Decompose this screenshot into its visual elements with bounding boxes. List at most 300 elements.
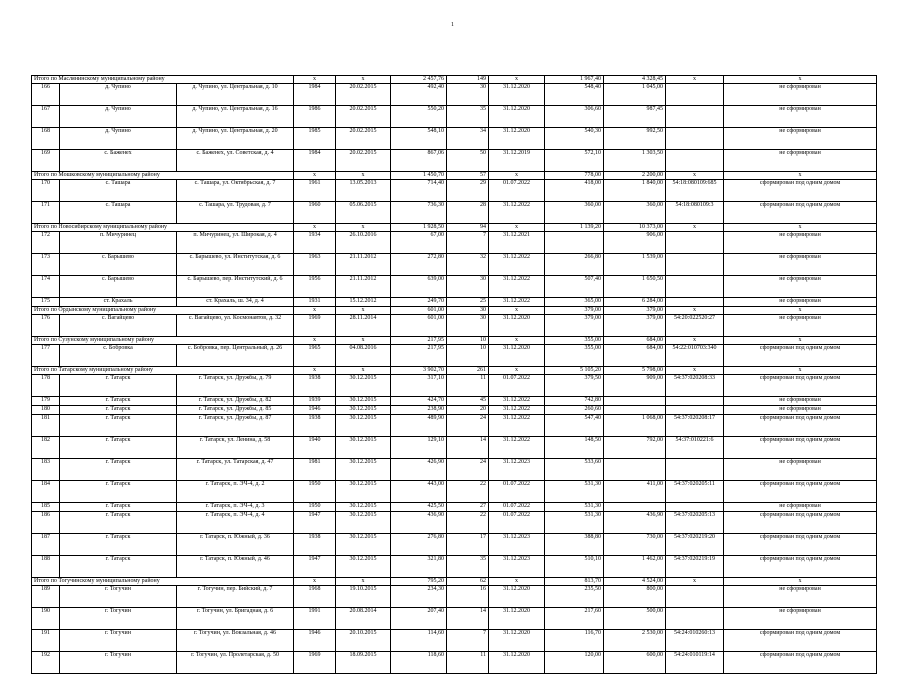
cell-date: 30.12.2015	[336, 556, 391, 578]
table-row	[32, 630, 877, 652]
cell-date: 04.08.2016	[336, 345, 391, 367]
cell-area-2: 742,80	[545, 397, 604, 406]
cell-area: 426,90	[391, 459, 447, 481]
cell-cadastral	[666, 106, 724, 128]
cell-c9: 5 105,20	[545, 367, 604, 375]
cell-area: 492,40	[391, 84, 447, 106]
cell-area-2: 379,00	[545, 315, 604, 337]
cell-residents: 29	[447, 180, 489, 202]
cell-deadline: 01.07.2022	[489, 512, 545, 534]
table-row	[32, 150, 877, 172]
housing-table	[31, 75, 877, 674]
cell-address: д. Чупино, ул. Центральная, д. 16	[177, 106, 294, 128]
cell-address: с. Вагайцево, ул. Космонавтов, д. 32	[177, 315, 294, 337]
subtotal-row	[32, 172, 877, 180]
cell-residents: 10	[447, 345, 489, 367]
cell-residents: 35	[447, 106, 489, 128]
cell-deadline: 31.12.2020	[489, 128, 545, 150]
cell-land-area: 500,00	[604, 608, 666, 630]
table-body	[32, 76, 877, 674]
subtotal-label: Итого по Сузунскому муниципальному району	[32, 337, 294, 345]
cell-c12: x	[724, 224, 877, 232]
cell-year: 1950	[294, 503, 336, 512]
cell-number: 179	[32, 397, 60, 406]
cell-land-area: 411,00	[604, 481, 666, 503]
cell-land-status: сформирован под одним домом	[724, 556, 877, 578]
table-row	[32, 345, 877, 367]
cell-address: ст. Крахаль, ш. 34, д. 4	[177, 298, 294, 307]
cell-land-status: не сформирован	[724, 298, 877, 307]
cell-residents: 17	[447, 534, 489, 556]
cell-number: 183	[32, 459, 60, 481]
cell-land-status: не сформирован	[724, 315, 877, 337]
cell-date: 21.11.2012	[336, 254, 391, 276]
cell-deadline: 31.12.2022	[489, 437, 545, 459]
cell-c7: 94	[447, 224, 489, 232]
cell-date: 30.12.2015	[336, 481, 391, 503]
cell-c7: 261	[447, 367, 489, 375]
cell-date: 30.12.2015	[336, 534, 391, 556]
cell-area-2: 355,00	[545, 345, 604, 367]
cell-year: 1991	[294, 608, 336, 630]
cell-land-status: не сформирован	[724, 608, 877, 630]
cell-c10: 2 200,00	[604, 172, 666, 180]
cell-residents: 50	[447, 150, 489, 172]
cell-residents: 7	[447, 232, 489, 254]
cell-area: 118,60	[391, 652, 447, 674]
cell-number: 169	[32, 150, 60, 172]
cell-land-status: не сформирован	[724, 84, 877, 106]
cell-number: 166	[32, 84, 60, 106]
cell-address: г. Татарск, п. ЭЧ-4, д. 4	[177, 512, 294, 534]
subtotal-label: Итого по Мошковскому муниципальному району	[32, 172, 294, 180]
cell-area: 114,60	[391, 630, 447, 652]
cell-land-area: 792,00	[604, 437, 666, 459]
cell-land-status: сформирован под одним домом	[724, 202, 877, 224]
cell-date: 26.10.2016	[336, 232, 391, 254]
cell-cadastral	[666, 84, 724, 106]
cell-c9: 813,70	[545, 578, 604, 586]
cell-area: 639,00	[391, 276, 447, 298]
page-number: 1	[451, 22, 454, 28]
cell-area: 321,80	[391, 556, 447, 578]
cell-number: 171	[32, 202, 60, 224]
cell-area-2: 418,00	[545, 180, 604, 202]
cell-address: д. Чупино, ул. Центральная, д. 10	[177, 84, 294, 106]
cell-c5: x	[336, 578, 391, 586]
subtotal-label: Итого по Тогучинскому муниципальному району	[32, 578, 294, 586]
cell-c4: x	[294, 367, 336, 375]
cell-land-area: 360,00	[604, 202, 666, 224]
cell-residents: 34	[447, 128, 489, 150]
cell-settlement: г. Татарск	[60, 375, 177, 397]
cell-residents: 35	[447, 556, 489, 578]
cell-settlement: д. Чупино	[60, 84, 177, 106]
cell-area-2: 116,70	[545, 630, 604, 652]
cell-deadline: 31.12.2022	[489, 415, 545, 437]
cell-year: 1938	[294, 415, 336, 437]
cell-settlement: п. Мичуринец	[60, 232, 177, 254]
cell-land-area: 684,00	[604, 345, 666, 367]
cell-area-2: 531,30	[545, 512, 604, 534]
cell-year: 1938	[294, 534, 336, 556]
cell-c4: x	[294, 172, 336, 180]
cell-land-status: не сформирован	[724, 276, 877, 298]
cell-date: 05.06.2015	[336, 202, 391, 224]
table-row	[32, 128, 877, 150]
cell-c9: 1 967,40	[545, 76, 604, 84]
table-row	[32, 481, 877, 503]
cell-residents: 22	[447, 481, 489, 503]
cell-deadline: 31.12.2022	[489, 298, 545, 307]
cell-settlement: с. Вагайцево	[60, 315, 177, 337]
cell-address: г. Тогучин, ул. Бригадная, д. 6	[177, 608, 294, 630]
cell-area-2: 120,00	[545, 652, 604, 674]
cell-area: 129,10	[391, 437, 447, 459]
cell-land-area: 1 840,00	[604, 180, 666, 202]
table-row	[32, 180, 877, 202]
cell-land-area: 1 045,00	[604, 84, 666, 106]
cell-c10: 10 373,00	[604, 224, 666, 232]
cell-area: 714,40	[391, 180, 447, 202]
cell-deadline: 31.12.2020	[489, 630, 545, 652]
cell-area-2: 510,10	[545, 556, 604, 578]
cell-area: 424,70	[391, 397, 447, 406]
cell-area-2: 507,40	[545, 276, 604, 298]
cell-land-status: сформирован под одним домом	[724, 512, 877, 534]
table-row	[32, 84, 877, 106]
cell-c8: x	[489, 224, 545, 232]
cell-settlement: г. Татарск	[60, 534, 177, 556]
cell-cadastral	[666, 128, 724, 150]
subtotal-row	[32, 337, 877, 345]
cell-c12: x	[724, 307, 877, 315]
cell-c11: x	[666, 172, 724, 180]
cell-area-2: 217,60	[545, 608, 604, 630]
cell-residents: 14	[447, 437, 489, 459]
cell-c10: 4 328,45	[604, 76, 666, 84]
cell-address: г. Татарск, ул. Дружбы, д. 85	[177, 406, 294, 415]
cell-area: 276,80	[391, 534, 447, 556]
cell-number: 187	[32, 534, 60, 556]
subtotal-row	[32, 578, 877, 586]
cell-date: 30.12.2015	[336, 459, 391, 481]
cell-land-status: сформирован под одним домом	[724, 415, 877, 437]
cell-cadastral: 54:37:020208:33	[666, 375, 724, 397]
cell-c11: x	[666, 337, 724, 345]
table-row	[32, 315, 877, 337]
cell-year: 1947	[294, 512, 336, 534]
cell-date: 20.02.2015	[336, 150, 391, 172]
table-row	[32, 254, 877, 276]
cell-date: 30.12.2015	[336, 375, 391, 397]
cell-c6: 2 457,76	[391, 76, 447, 84]
cell-year: 1963	[294, 254, 336, 276]
cell-settlement: с. Бобровка	[60, 345, 177, 367]
cell-c12: x	[724, 367, 877, 375]
cell-land-status: не сформирован	[724, 150, 877, 172]
cell-address: г. Татарск, ул. Дружбы, д. 79	[177, 375, 294, 397]
cell-year: 1939	[294, 397, 336, 406]
cell-year: 1934	[294, 232, 336, 254]
cell-date: 20.02.2015	[336, 128, 391, 150]
cell-c10: 4 524,00	[604, 578, 666, 586]
cell-land-area	[604, 503, 666, 512]
cell-residents: 30	[447, 276, 489, 298]
cell-number: 173	[32, 254, 60, 276]
cell-settlement: г. Татарск	[60, 459, 177, 481]
cell-cadastral: 54:37:020205:13	[666, 512, 724, 534]
cell-cadastral	[666, 503, 724, 512]
cell-address: г. Татарск, ул. Дружбы, д. 82	[177, 397, 294, 406]
cell-address: д. Чупино, ул. Центральная, д. 20	[177, 128, 294, 150]
cell-address: г. Татарск, ул. Ленина, д. 58	[177, 437, 294, 459]
cell-area-2: 531,30	[545, 503, 604, 512]
cell-cadastral	[666, 608, 724, 630]
cell-land-area: 1 650,50	[604, 276, 666, 298]
cell-area-2: 266,80	[545, 254, 604, 276]
subtotal-row	[32, 307, 877, 315]
cell-deadline: 31.12.2019	[489, 150, 545, 172]
cell-number: 175	[32, 298, 60, 307]
cell-area: 601,00	[391, 315, 447, 337]
subtotal-label: Итого по Татарскому муниципальному району	[32, 367, 294, 375]
cell-land-status: не сформирован	[724, 397, 877, 406]
cell-year: 1985	[294, 128, 336, 150]
cell-land-area: 906,00	[604, 232, 666, 254]
cell-land-area	[604, 459, 666, 481]
table-row	[32, 586, 877, 608]
cell-c8: x	[489, 307, 545, 315]
table-row	[32, 608, 877, 630]
cell-c6: 1 928,50	[391, 224, 447, 232]
cell-deadline: 31.12.2022	[489, 397, 545, 406]
table-row	[32, 298, 877, 307]
cell-address: г. Татарск, ул. Татарская, д. 47	[177, 459, 294, 481]
cell-land-status: не сформирован	[724, 586, 877, 608]
subtotal-label: Итого по Ордынскому муниципальному району	[32, 307, 294, 315]
cell-residents: 27	[447, 503, 489, 512]
table-row	[32, 556, 877, 578]
cell-deadline: 01.07.2022	[489, 481, 545, 503]
cell-cadastral	[666, 150, 724, 172]
cell-land-area: 800,00	[604, 586, 666, 608]
table-row	[32, 375, 877, 397]
subtotal-label: Итого по Новосибирскому муниципальному району	[32, 224, 294, 232]
cell-number: 180	[32, 406, 60, 415]
cell-number: 176	[32, 315, 60, 337]
cell-cadastral	[666, 406, 724, 415]
cell-settlement: ст. Крахаль	[60, 298, 177, 307]
cell-c8: x	[489, 578, 545, 586]
cell-deadline: 31.12.2020	[489, 106, 545, 128]
cell-cadastral: 54:20:022520:27	[666, 315, 724, 337]
cell-address: г. Татарск, ул. Дружбы, д. 87	[177, 415, 294, 437]
cell-number: 167	[32, 106, 60, 128]
cell-area-2: 388,80	[545, 534, 604, 556]
cell-c6: 217,95	[391, 337, 447, 345]
cell-land-status: сформирован под одним домом	[724, 652, 877, 674]
cell-area-2: 533,60	[545, 459, 604, 481]
cell-date: 20.08.2014	[336, 608, 391, 630]
cell-deadline: 31.12.2021	[489, 232, 545, 254]
cell-number: 191	[32, 630, 60, 652]
cell-address: г. Татарск, п. ЭЧ-4, д. 3	[177, 503, 294, 512]
cell-land-area: 1 539,00	[604, 254, 666, 276]
cell-address: с. Барышево, пер. Институтский, д. 6	[177, 276, 294, 298]
cell-area: 317,10	[391, 375, 447, 397]
cell-area-2: 306,60	[545, 106, 604, 128]
cell-cadastral	[666, 232, 724, 254]
cell-year: 1960	[294, 202, 336, 224]
cell-deadline: 31.12.2020	[489, 84, 545, 106]
cell-deadline: 31.12.2022	[489, 276, 545, 298]
cell-residents: 30	[447, 315, 489, 337]
cell-c12: x	[724, 172, 877, 180]
cell-c5: x	[336, 76, 391, 84]
cell-cadastral: 54:18:080109:685	[666, 180, 724, 202]
cell-area: 489,90	[391, 415, 447, 437]
cell-cadastral: 54:22:010703:340	[666, 345, 724, 367]
cell-residents: 25	[447, 298, 489, 307]
cell-c9: 778,00	[545, 172, 604, 180]
subtotal-row	[32, 224, 877, 232]
cell-date: 28.11.2014	[336, 315, 391, 337]
cell-land-area: 1 303,50	[604, 150, 666, 172]
cell-date: 30.12.2015	[336, 512, 391, 534]
cell-area-2: 235,50	[545, 586, 604, 608]
cell-c8: x	[489, 367, 545, 375]
cell-year: 1969	[294, 315, 336, 337]
cell-year: 1956	[294, 276, 336, 298]
cell-c12: x	[724, 76, 877, 84]
cell-area-2: 360,00	[545, 202, 604, 224]
cell-number: 177	[32, 345, 60, 367]
cell-deadline: 31.12.2022	[489, 202, 545, 224]
cell-deadline: 31.12.2020	[489, 608, 545, 630]
cell-area-2: 260,60	[545, 406, 604, 415]
cell-area: 736,30	[391, 202, 447, 224]
cell-cadastral: 54:37:020208:17	[666, 415, 724, 437]
cell-year: 1961	[294, 180, 336, 202]
cell-cadastral: 54:37:020219:19	[666, 556, 724, 578]
cell-year: 1947	[294, 556, 336, 578]
cell-settlement: с. Барышево	[60, 276, 177, 298]
cell-cadastral: 54:37:010221:6	[666, 437, 724, 459]
cell-settlement: г. Татарск	[60, 415, 177, 437]
cell-number: 178	[32, 375, 60, 397]
cell-date: 15.12.2012	[336, 298, 391, 307]
cell-c6: 1 450,70	[391, 172, 447, 180]
cell-settlement: г. Татарск	[60, 556, 177, 578]
cell-c5: x	[336, 337, 391, 345]
cell-number: 190	[32, 608, 60, 630]
subtotal-label: Итого по Маслянинскому муниципальному району	[32, 76, 294, 84]
cell-area: 272,80	[391, 254, 447, 276]
cell-c5: x	[336, 172, 391, 180]
cell-land-area: 730,00	[604, 534, 666, 556]
cell-land-status: сформирован под одним домом	[724, 534, 877, 556]
cell-c11: x	[666, 76, 724, 84]
cell-land-status: не сформирован	[724, 232, 877, 254]
cell-area-2: 531,30	[545, 481, 604, 503]
cell-area-2	[545, 232, 604, 254]
table-row	[32, 406, 877, 415]
cell-c10: 5 798,00	[604, 367, 666, 375]
cell-area-2: 148,50	[545, 437, 604, 459]
cell-cadastral: 54:37:020219:20	[666, 534, 724, 556]
cell-deadline: 31.12.2023	[489, 534, 545, 556]
cell-deadline: 31.12.2020	[489, 652, 545, 674]
table-row	[32, 534, 877, 556]
cell-area: 234,30	[391, 586, 447, 608]
cell-number: 182	[32, 437, 60, 459]
cell-deadline: 01.07.2022	[489, 180, 545, 202]
cell-residents: 11	[447, 375, 489, 397]
cell-area: 867,06	[391, 150, 447, 172]
cell-land-area: 1 462,00	[604, 556, 666, 578]
cell-c11: x	[666, 367, 724, 375]
cell-residents: 30	[447, 84, 489, 106]
cell-date: 30.12.2015	[336, 415, 391, 437]
cell-land-area: 436,90	[604, 512, 666, 534]
cell-cadastral	[666, 276, 724, 298]
cell-c12: x	[724, 337, 877, 345]
cell-c9: 1 139,20	[545, 224, 604, 232]
cell-area: 207,40	[391, 608, 447, 630]
cell-date: 18.09.2015	[336, 652, 391, 674]
cell-c12: x	[724, 578, 877, 586]
cell-address: с. Ташара, ул. Октябрьская, д. 7	[177, 180, 294, 202]
table-row	[32, 202, 877, 224]
cell-c5: x	[336, 307, 391, 315]
cell-residents: 45	[447, 397, 489, 406]
cell-date: 13.05.2013	[336, 180, 391, 202]
cell-land-status: не сформирован	[724, 503, 877, 512]
cell-year: 1946	[294, 406, 336, 415]
cell-c8: x	[489, 76, 545, 84]
table-row	[32, 106, 877, 128]
table-row	[32, 397, 877, 406]
cell-settlement: г. Тогучин	[60, 586, 177, 608]
cell-year: 1946	[294, 630, 336, 652]
cell-date: 20.10.2015	[336, 630, 391, 652]
cell-number: 185	[32, 503, 60, 512]
cell-c8: x	[489, 337, 545, 345]
cell-settlement: г. Татарск	[60, 512, 177, 534]
cell-c7: 10	[447, 337, 489, 345]
cell-settlement: г. Татарск	[60, 397, 177, 406]
cell-c10: 684,00	[604, 337, 666, 345]
cell-area: 443,00	[391, 481, 447, 503]
cell-land-status: сформирован под одним домом	[724, 180, 877, 202]
cell-cadastral: 54:24:010260:13	[666, 630, 724, 652]
cell-residents: 28	[447, 202, 489, 224]
cell-land-status: сформирован под одним домом	[724, 481, 877, 503]
cell-c8: x	[489, 172, 545, 180]
cell-area-2: 547,40	[545, 415, 604, 437]
cell-cadastral: 54:37:020205:11	[666, 481, 724, 503]
cell-number: 184	[32, 481, 60, 503]
cell-year: 1986	[294, 106, 336, 128]
cell-number: 189	[32, 586, 60, 608]
cell-date: 20.02.2015	[336, 106, 391, 128]
cell-land-area: 1 068,00	[604, 415, 666, 437]
cell-cadastral	[666, 298, 724, 307]
cell-c11: x	[666, 307, 724, 315]
cell-area: 249,70	[391, 298, 447, 307]
cell-land-area: 987,45	[604, 106, 666, 128]
